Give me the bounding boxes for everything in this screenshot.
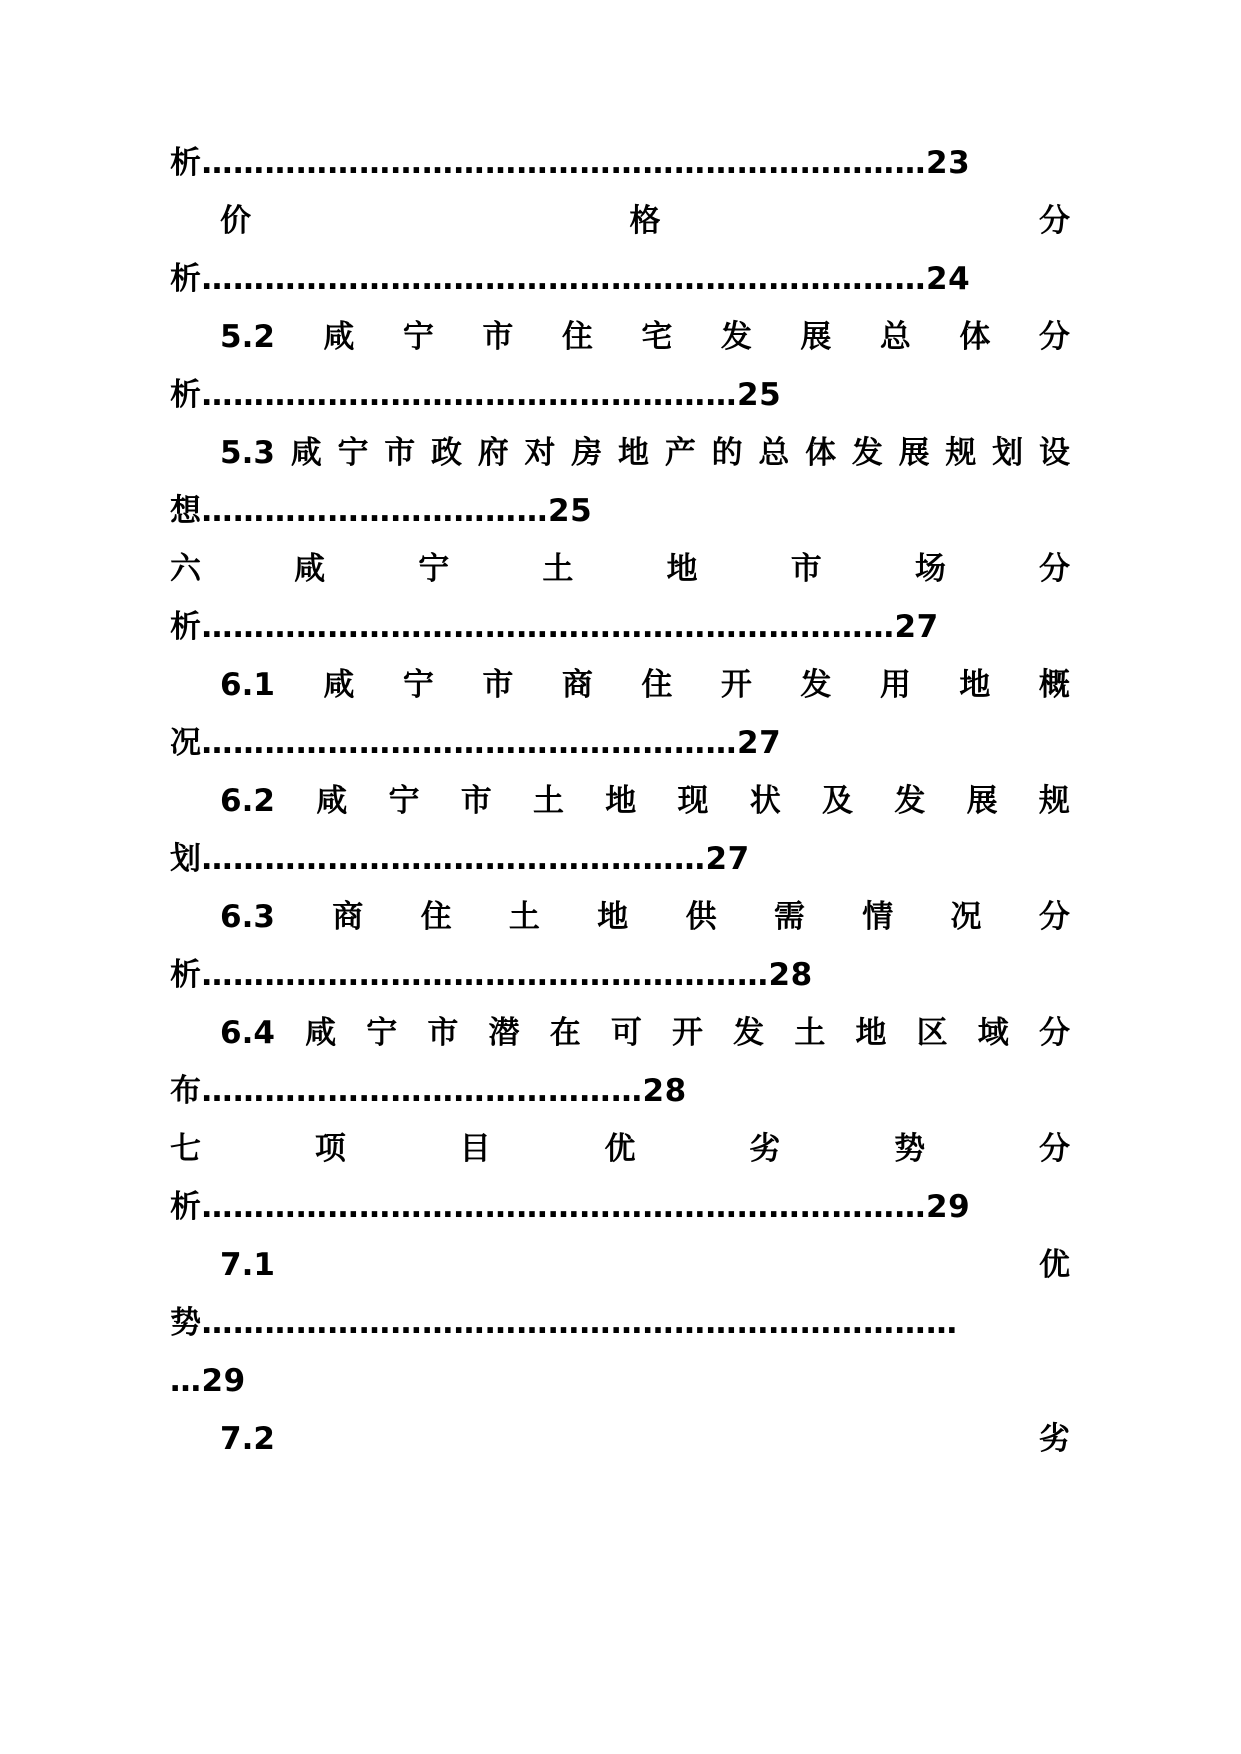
toc-line-22[interactable] xyxy=(170,1356,1070,1406)
toc-number: 7.2 xyxy=(220,1421,275,1457)
toc-text: 析………………………………………………28 xyxy=(170,957,813,993)
toc-line-19[interactable] xyxy=(170,1182,1070,1232)
toc-char: 需 xyxy=(773,899,805,935)
toc-text: 布……………………………………28 xyxy=(170,1073,687,1109)
toc-line-9[interactable] xyxy=(170,602,1070,652)
toc-number: 6.3 xyxy=(220,899,275,935)
toc-char: 在 xyxy=(549,1015,581,1051)
toc-line-1[interactable] xyxy=(170,138,1070,188)
toc-number: 6.4 xyxy=(220,1015,275,1051)
toc-text: 势……………………………………………………………… xyxy=(170,1305,958,1341)
toc-char: 发 xyxy=(800,667,832,703)
toc-char: 宁 xyxy=(418,551,450,587)
toc-line-14[interactable] xyxy=(220,892,1070,942)
toc-char: 开 xyxy=(672,1015,704,1051)
toc-char: 体 xyxy=(959,319,991,355)
toc-line-5[interactable] xyxy=(170,370,1070,420)
toc-char: 的 xyxy=(711,435,743,471)
toc-number: 5.3 xyxy=(220,435,275,471)
toc-char: 产 xyxy=(664,435,696,471)
toc-char: 概 xyxy=(1038,667,1070,703)
toc-char: 市 xyxy=(482,667,514,703)
toc-char: 项 xyxy=(314,1131,346,1167)
toc-text: 析…………………………………………………………27 xyxy=(170,609,939,645)
toc-char: 市 xyxy=(384,435,416,471)
toc-line-23[interactable] xyxy=(220,1414,1070,1464)
toc-text: 况……………………………………………27 xyxy=(170,725,782,761)
toc-char: 宁 xyxy=(337,435,369,471)
toc-number: 5.2 xyxy=(220,319,275,355)
toc-char: 势 xyxy=(894,1131,926,1167)
toc-number: 6.1 xyxy=(220,667,275,703)
toc-char: 地 xyxy=(618,435,650,471)
toc-line-12[interactable] xyxy=(220,776,1070,826)
toc-char: 规 xyxy=(945,435,977,471)
toc-char: 土 xyxy=(508,899,540,935)
toc-char: 宁 xyxy=(388,783,420,819)
toc-line-8[interactable] xyxy=(170,544,1070,594)
toc-char: 市 xyxy=(790,551,822,587)
toc-line-3[interactable] xyxy=(170,254,1070,304)
toc-char: 潜 xyxy=(488,1015,520,1051)
toc-char: 分 xyxy=(1038,1015,1070,1051)
toc-char: 价 xyxy=(220,203,251,239)
toc-char: 府 xyxy=(477,435,509,471)
toc-char: 房 xyxy=(571,435,603,471)
toc-char: 目 xyxy=(459,1131,491,1167)
toc-char: 咸 xyxy=(290,435,322,471)
toc-char: 总 xyxy=(879,319,911,355)
toc-char: 咸 xyxy=(323,319,355,355)
toc-char: 设 xyxy=(1038,435,1070,471)
toc-line-6[interactable] xyxy=(220,428,1070,478)
toc-char: 咸 xyxy=(294,551,326,587)
toc-char: 地 xyxy=(597,899,629,935)
toc-char: 状 xyxy=(749,783,781,819)
toc-chapter-number: 六 xyxy=(170,551,201,587)
toc-line-10[interactable] xyxy=(220,660,1070,710)
toc-char: 市 xyxy=(482,319,514,355)
toc-char: 宅 xyxy=(641,319,673,355)
toc-char: 宁 xyxy=(402,319,434,355)
toc-line-2[interactable] xyxy=(220,196,1070,246)
toc-text: …29 xyxy=(170,1363,246,1399)
toc-line-11[interactable] xyxy=(170,718,1070,768)
toc-line-13[interactable] xyxy=(170,834,1070,884)
toc-char: 划 xyxy=(992,435,1024,471)
toc-char: 展 xyxy=(966,783,998,819)
toc-char: 总 xyxy=(758,435,790,471)
toc-char: 发 xyxy=(894,783,926,819)
toc-char: 对 xyxy=(524,435,556,471)
toc-number: 6.2 xyxy=(220,783,275,819)
toc-text: 析……………………………………………………………23 xyxy=(170,145,971,181)
toc-line-17[interactable] xyxy=(170,1066,1070,1116)
toc-char: 土 xyxy=(532,783,564,819)
toc-char: 优 xyxy=(1039,1247,1070,1283)
toc-char: 及 xyxy=(822,783,854,819)
toc-char: 宁 xyxy=(366,1015,398,1051)
toc-char: 区 xyxy=(916,1015,948,1051)
toc-text: 想……………………………25 xyxy=(170,493,593,529)
toc-char: 分 xyxy=(1039,203,1070,239)
toc-char: 住 xyxy=(561,319,593,355)
toc-char: 现 xyxy=(677,783,709,819)
toc-char: 发 xyxy=(733,1015,765,1051)
toc-text: 划…………………………………………27 xyxy=(170,841,750,877)
toc-char: 劣 xyxy=(749,1131,781,1167)
toc-text: 析……………………………………………………………24 xyxy=(170,261,971,297)
toc-char: 供 xyxy=(685,899,717,935)
toc-char: 域 xyxy=(977,1015,1009,1051)
toc-char: 劣 xyxy=(1039,1421,1070,1457)
toc-char: 宁 xyxy=(402,667,434,703)
toc-char: 地 xyxy=(605,783,637,819)
toc-char: 情 xyxy=(862,899,894,935)
toc-char: 住 xyxy=(641,667,673,703)
toc-char: 政 xyxy=(430,435,462,471)
toc-char: 分 xyxy=(1038,899,1070,935)
toc-line-21[interactable] xyxy=(170,1298,1070,1348)
toc-char: 用 xyxy=(879,667,911,703)
toc-char: 商 xyxy=(332,899,364,935)
toc-char: 展 xyxy=(898,435,930,471)
toc-char: 地 xyxy=(666,551,698,587)
toc-char: 地 xyxy=(959,667,991,703)
toc-char: 咸 xyxy=(323,667,355,703)
toc-char: 咸 xyxy=(316,783,348,819)
toc-char: 市 xyxy=(460,783,492,819)
toc-char: 发 xyxy=(720,319,752,355)
toc-char: 住 xyxy=(420,899,452,935)
toc-char: 地 xyxy=(855,1015,887,1051)
toc-char: 分 xyxy=(1038,1131,1070,1167)
toc-char: 咸 xyxy=(305,1015,337,1051)
toc-char: 可 xyxy=(610,1015,642,1051)
toc-char: 开 xyxy=(720,667,752,703)
toc-line-18[interactable] xyxy=(170,1124,1070,1174)
toc-char: 格 xyxy=(629,203,661,239)
toc-char: 场 xyxy=(914,551,946,587)
toc-char: 展 xyxy=(800,319,832,355)
toc-text: 析……………………………………………25 xyxy=(170,377,782,413)
toc-char: 土 xyxy=(542,551,574,587)
toc-char: 发 xyxy=(851,435,883,471)
toc-char: 况 xyxy=(950,899,982,935)
toc-char: 商 xyxy=(561,667,593,703)
toc-char: 规 xyxy=(1038,783,1070,819)
toc-line-15[interactable] xyxy=(170,950,1070,1000)
toc-char: 土 xyxy=(794,1015,826,1051)
toc-line-16[interactable] xyxy=(220,1008,1070,1058)
toc-line-4[interactable] xyxy=(220,312,1070,362)
toc-char: 分 xyxy=(1038,319,1070,355)
toc-char: 市 xyxy=(427,1015,459,1051)
toc-char: 分 xyxy=(1038,551,1070,587)
toc-chapter-number: 七 xyxy=(170,1131,201,1167)
toc-line-20[interactable] xyxy=(220,1240,1070,1290)
toc-char: 优 xyxy=(604,1131,636,1167)
toc-text: 析……………………………………………………………29 xyxy=(170,1189,971,1225)
toc-number: 7.1 xyxy=(220,1247,275,1283)
toc-line-7[interactable] xyxy=(170,486,1070,536)
toc-char: 体 xyxy=(805,435,837,471)
